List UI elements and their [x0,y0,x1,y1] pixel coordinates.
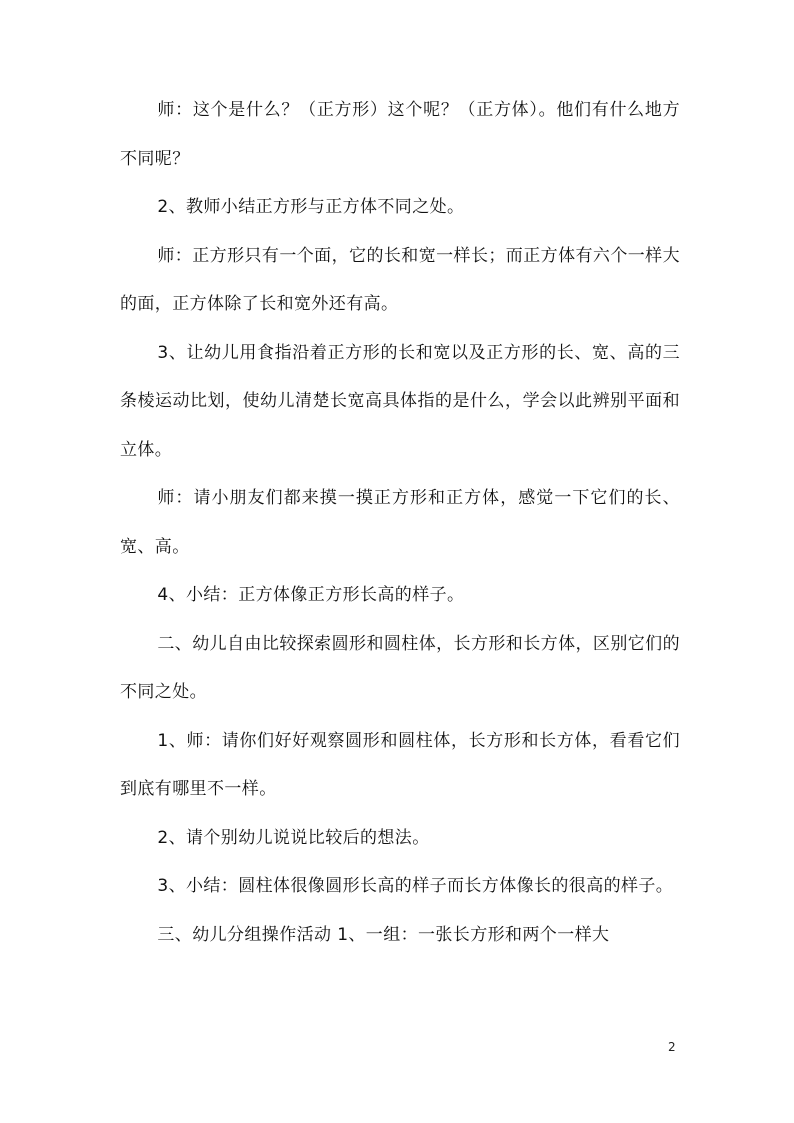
paragraph-7: 二、幼儿自由比较探索圆形和圆柱体，长方形和长方体，区别它们的不同之处。 [120,633,680,702]
paragraph-3: 师：正方形只有一个面，它的长和宽一样长；而正方体有六个一样大的面，正方体除了长和宽外还有高。 [120,245,680,314]
paragraph-1: 师：这个是什么？（正方形）这个呢？（正方体）。他们有什么地方不同呢？ [120,100,680,169]
paragraph-11: 三、幼儿分组操作活动 1、一组：一张长方形和两个一样大 [157,924,610,945]
paragraph-6: 4、小结：正方体像正方形长高的样子。 [157,585,465,605]
body-text [120,86,680,959]
paragraph-10: 3、小结：圆柱体很像圆形长高的样子而长方体像长的很高的样子。 [157,876,674,896]
page-number: 2 [668,1040,676,1054]
paragraph-8: 1、师：请你们好好观察圆形和圆柱体，长方形和长方体，看看它们到底有哪里不一样。 [120,730,680,799]
paragraph-4: 3、让幼儿用食指沿着正方形的长和宽以及正方形的长、宽、高的三条棱运动比划，使幼儿清楚长宽高具体指的是什么，学会以此辨别平面和立体。 [120,342,680,460]
paragraph-9: 2、请个别幼儿说说比较后的想法。 [157,827,430,848]
paragraph-2: 2、教师小结正方形与正方体不同之处。 [157,197,465,217]
paragraph-5: 师：请小朋友们都来摸一摸正方形和正方体，感觉一下它们的长、宽、高。 [120,488,680,557]
